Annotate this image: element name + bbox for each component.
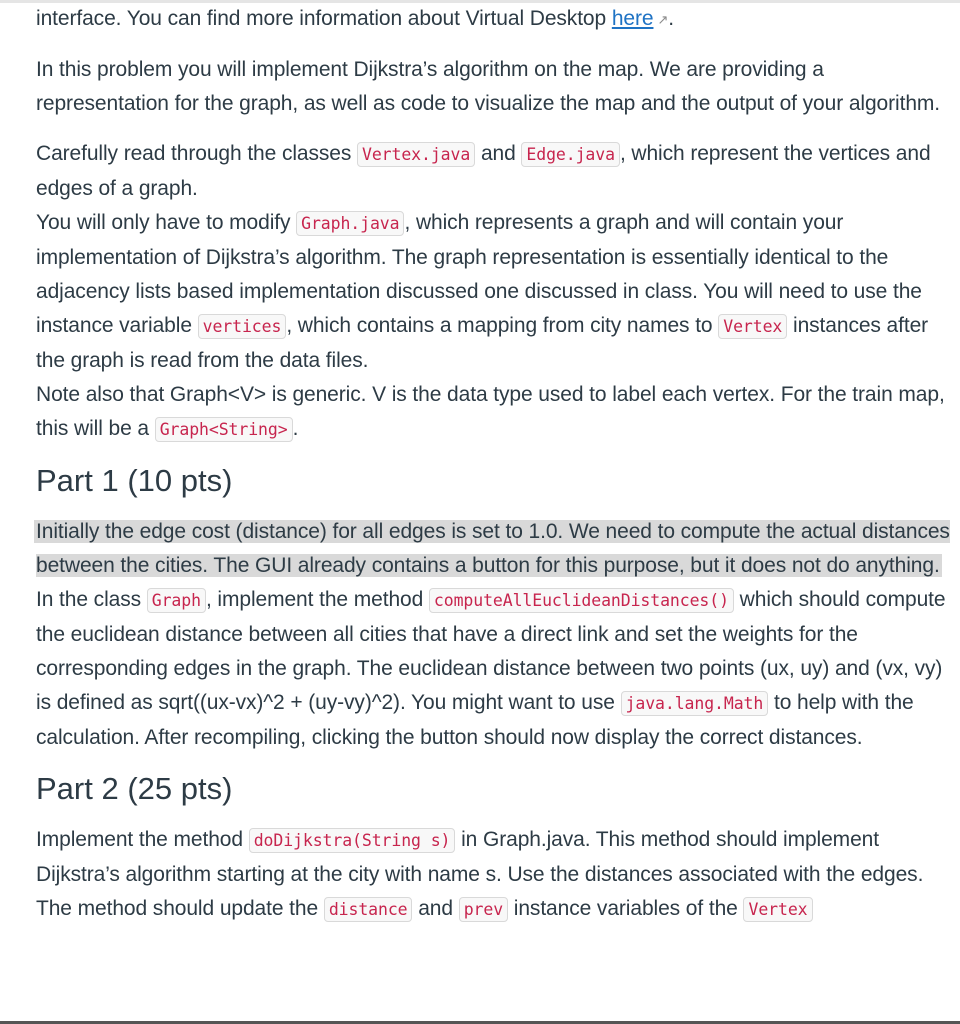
code-prev: prev (459, 897, 508, 922)
text: in Graph.java. This method should implement Dijkstra’s algorithm starting at the city with name s. Use the distances associated with the edges. The method should update the (36, 828, 924, 920)
code-vertex: Vertex (718, 314, 787, 339)
text: , which contains a mapping from city names to (286, 314, 719, 337)
external-link-icon[interactable]: ↗ (657, 12, 669, 27)
part2-heading: Part 2 (25 pts) (36, 771, 233, 806)
code-graph: Graph (147, 588, 206, 613)
code-distance: distance (324, 897, 413, 922)
intro-text: interface. You can find more information about Virtual Desktop (36, 7, 612, 30)
assignment-content (36, 2, 960, 927)
classes-paragraph (36, 137, 960, 447)
text: Implement the method (36, 828, 249, 851)
part2-paragraph (36, 823, 960, 927)
code-graph-string: Graph<String> (155, 417, 293, 442)
text: , which represents a graph and will contain your implementation of Dijkstra’s algorithm. The graph representation is essentially identical to the adjacency lists based implementation discussed one discussed in class. You will need to use the instance variable (36, 211, 922, 337)
text: instances after the graph is read from the data files. (36, 314, 929, 372)
text: , implement the method (205, 588, 429, 611)
text: Note also that Graph<V> is generic. V is the data type used to label each vertex. For the train map, this will be a (36, 383, 945, 440)
text: In the class (36, 588, 147, 611)
text: . (292, 417, 299, 440)
code-vertex-2: Vertex (743, 897, 812, 922)
code-java-lang-math: java.lang.Math (621, 691, 769, 716)
code-edge-java: Edge.java (521, 142, 620, 167)
code-compute-distances: computeAllEuclideanDistances() (429, 588, 734, 613)
text: You will only have to modify (36, 211, 297, 234)
text: and (412, 897, 459, 920)
intro-paragraph (36, 2, 960, 37)
text: Carefully read through the classes (36, 142, 358, 165)
text: , which represent the vertices and edges of a graph. (36, 142, 931, 200)
implement-paragraph: In this problem you will implement Dijkstra’s algorithm on the map. We are providing a representation for the graph, as well as code to visualize the map and the output of your algorithm. (36, 58, 941, 115)
code-graph-java: Graph.java (296, 211, 404, 236)
text: which should compute the euclidean distance between all cities that have a direct link and set the weights for the corresponding edges in the graph. The euclidean distance between two points (ux, uy) and (vx, vy) is defined as sqrt((ux-vx)^2 + (uy-vy)^2). You might want to use (36, 588, 946, 714)
text: and (475, 142, 522, 165)
highlighted-text: Initially the edge cost (distance) for all edges is set to 1.0. We need to compute the actual distances between the cities. The GUI already contains a button for this purpose, but it does not do anything. (36, 520, 950, 577)
code-vertices: vertices (198, 314, 287, 339)
code-vertex-java: Vertex.java (357, 142, 475, 167)
virtual-desktop-link[interactable]: here (611, 7, 654, 30)
text: instance variables of the (508, 897, 744, 920)
text: to help with the calculation. After recompiling, clicking the button should now display the correct distances. (36, 691, 914, 749)
code-do-dijkstra: doDijkstra(String s) (249, 828, 456, 853)
part1-heading: Part 1 (10 pts) (36, 463, 233, 498)
part1-paragraph (36, 515, 960, 755)
intro-end: . (668, 7, 675, 30)
